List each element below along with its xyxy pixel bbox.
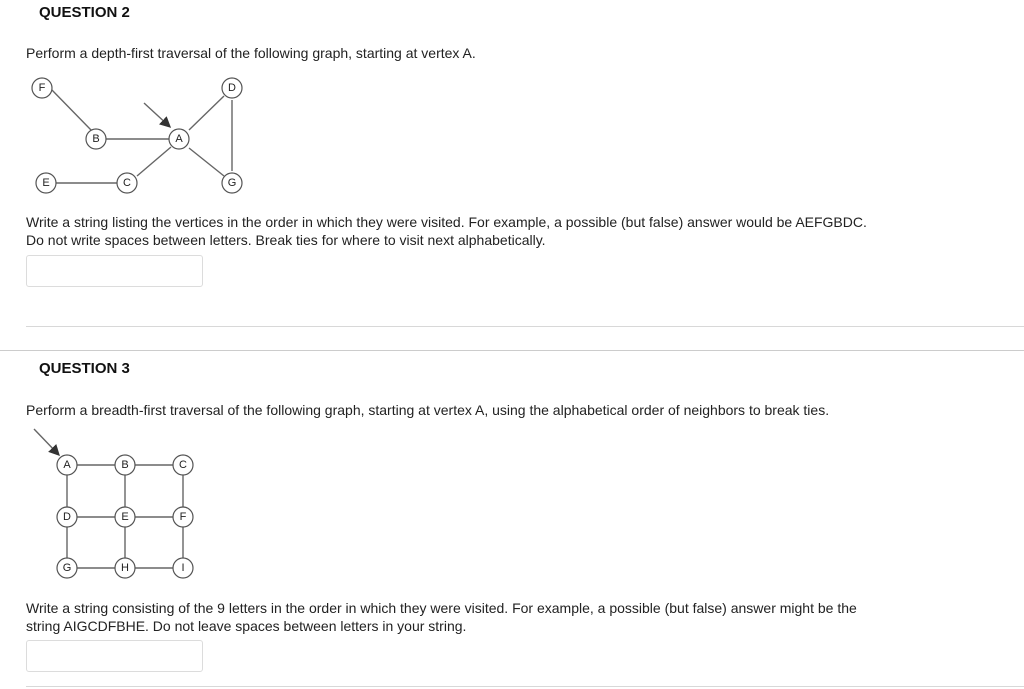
- svg-text:H: H: [121, 562, 129, 574]
- question-2-answer-input[interactable]: [26, 255, 203, 287]
- edge-F-B: [50, 88, 91, 130]
- svg-text:B: B: [92, 133, 100, 145]
- vertex-E: [115, 507, 135, 527]
- question-2-graph: [26, 70, 266, 200]
- vertex-I: [173, 558, 193, 578]
- question-2-prompt: Perform a depth-first traversal of the following graph, starting at vertex A.: [26, 45, 476, 61]
- question-2-divider: [26, 326, 1024, 327]
- start-arrow: [144, 103, 169, 126]
- vertex-B: [86, 129, 106, 149]
- vertex-D: [222, 78, 242, 98]
- vertex-H: [115, 558, 135, 578]
- question-3-title: QUESTION 3: [39, 360, 130, 377]
- svg-text:D: D: [63, 511, 71, 523]
- question-3-divider: [26, 686, 1024, 687]
- svg-text:I: I: [181, 562, 185, 574]
- vertex-C: [117, 173, 137, 193]
- vertex-F: [173, 507, 193, 527]
- vertex-F: [32, 78, 52, 98]
- question-3-instructions-line-1: Write a string consisting of the 9 letters in the order in which they were visited. For example, a possible (but false) answer might be the: [26, 600, 857, 616]
- svg-text:F: F: [38, 82, 46, 94]
- svg-text:D: D: [228, 82, 236, 94]
- edge-A-G: [189, 148, 224, 176]
- edge-C-A: [137, 147, 171, 176]
- edge-A-D: [189, 96, 224, 130]
- svg-text:F: F: [179, 511, 187, 523]
- svg-text:C: C: [179, 459, 187, 471]
- vertex-G: [57, 558, 77, 578]
- question-3-instructions-line-2: string AIGCDFBHE. Do not leave spaces between letters in your string.: [26, 618, 467, 634]
- vertex-C: [173, 455, 193, 475]
- svg-text:E: E: [42, 177, 50, 189]
- svg-text:A: A: [175, 133, 183, 145]
- question-2-instructions-line-1: Write a string listing the vertices in the order in which they were visited. For example, a possible (but false) answer would be AEFGBDC.: [26, 214, 867, 230]
- vertex-G: [222, 173, 242, 193]
- svg-text:A: A: [63, 459, 71, 471]
- section-divider: [0, 350, 1024, 351]
- question-2-title: QUESTION 2: [39, 4, 130, 21]
- vertex-B: [115, 455, 135, 475]
- svg-text:B: B: [121, 459, 129, 471]
- vertex-A: [57, 455, 77, 475]
- svg-text:G: G: [227, 177, 237, 189]
- question-3-answer-input[interactable]: [26, 640, 203, 672]
- start-arrow: [34, 429, 58, 454]
- svg-text:E: E: [121, 511, 129, 523]
- vertex-D: [57, 507, 77, 527]
- vertex-E: [36, 173, 56, 193]
- question-2-instructions-line-2: Do not write spaces between letters. Break ties for where to visit next alphabetically.: [26, 232, 546, 248]
- vertex-A: [169, 129, 189, 149]
- svg-text:C: C: [123, 177, 131, 189]
- question-3-graph: [26, 425, 216, 585]
- svg-text:G: G: [62, 562, 72, 574]
- question-3-prompt: Perform a breadth-first traversal of the following graph, starting at vertex A, using the alphabetical order of neighbors to break ties.: [26, 402, 830, 418]
